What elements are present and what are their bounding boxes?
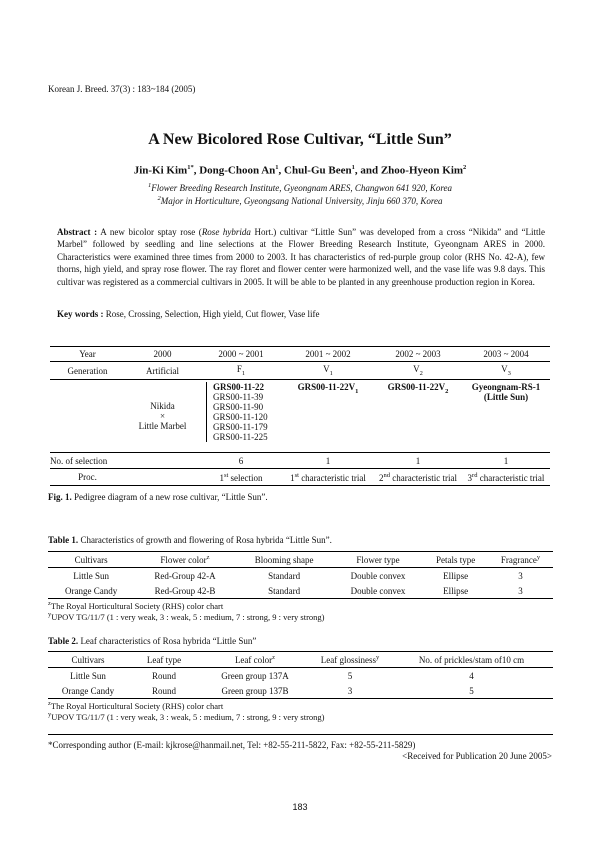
year-cell: 2001 ~ 2002: [282, 347, 374, 362]
author-sup: 1*: [187, 164, 194, 171]
affiliation-1: [0, 182, 600, 193]
table-header: Petals type: [423, 552, 488, 568]
table-header: Leaf glossiness$^y$: [310, 652, 390, 668]
abstract: [57, 226, 545, 288]
abstract-species: Rose hybrida: [201, 227, 251, 237]
table-1-note: $^y$UPOV TG/11/7 (1 : very weak, 3 : weak, 5 : medium, 7 : strong, 9 : very strong): [48, 611, 325, 622]
table-1-note: $^z$The Royal Horticultural Society (RHS) color chart: [48, 600, 224, 611]
generation-cell: $V_2$: [374, 362, 462, 380]
line-item: GRS00-11-22: [213, 382, 265, 392]
cross-symbol: ×: [159, 411, 166, 421]
year-cell: 2002 ~ 2003: [374, 347, 462, 362]
parent-2: Little Marbel: [138, 421, 187, 431]
year-cell: 2003 ~ 2004: [462, 347, 550, 362]
line-item: GRS00-11-90: [213, 402, 264, 412]
table-2-caption: Table 2. Leaf characteristics of Rosa hybrida “Little Sun”: [48, 636, 257, 646]
affiliation-sup: 1: [147, 182, 152, 189]
author-name: Chul-Gu Been: [284, 164, 352, 177]
author-name: Jin-Ki Kim: [133, 164, 188, 177]
abstract-text-2: Hort.) cultivar “Little Sun” was developed from a cross “Nikida” and “Little Marbel” followed by seedling and line selections at the Flower Breeding Research Institute, Gyeongnam ARES in 2000. Characteristics were examined three times from 2000 to 2003. It has characteristics of red-purple group color (RHS No. 42-A), few thorns, high yield, and spray rose flower. The ray floret and flower center were harmonized well, and the vase life was 9.8 days. This cultivar was registered as a commercial cultivars in 2005. It will be able to be planted in any greenhouse production region in Korea.: [57, 227, 545, 287]
table-header: Cultivars: [48, 552, 134, 568]
year-cell: 2000: [125, 347, 200, 362]
affiliation-sup: 2: [157, 195, 161, 202]
no-selection-label: No. of selection: [50, 453, 125, 469]
author-sup: 1: [275, 164, 279, 171]
keywords: [57, 309, 319, 319]
generation-cell: $F_1$: [200, 362, 282, 380]
v1-line: $GRS00-11-22V_1$: [297, 382, 359, 395]
author-sup: 1: [351, 164, 355, 171]
table-2-note: $^z$The Royal Horticultural Society (RHS) color chart: [48, 700, 224, 711]
footnote-rule: [48, 734, 553, 735]
table-2-note: $^y$UPOV TG/11/7 (1 : very weak, 3 : weak, 5 : medium, 7 : strong, 9 : very strong): [48, 711, 325, 722]
no-selection-cell: 1: [282, 453, 374, 469]
table-row: Little Sun Round Green group 137A 5 4: [70, 670, 474, 681]
table-header-row: [48, 552, 553, 568]
bracket-line: [206, 382, 282, 442]
table-header: Leaf color$^z$: [200, 652, 310, 668]
table-header: Blooming shape: [236, 552, 333, 568]
generation-artificial: Artificial: [125, 362, 200, 380]
pedigree-diagram: [50, 346, 550, 486]
selection-lines: [200, 380, 282, 453]
generation-cell: $V_3$: [462, 362, 550, 380]
year-header: Year: [50, 347, 125, 362]
figure-1-caption: Fig. 1. Pedigree diagram of a new rose cultivar, “Little Sun”.: [48, 492, 268, 502]
line-item: GRS00-11-39: [213, 392, 264, 402]
no-selection-cell: 1: [374, 453, 462, 469]
page-number: 183: [292, 802, 308, 812]
no-selection-cell: 6: [200, 453, 282, 469]
table-header: Fragrance$^y$: [488, 552, 553, 568]
affiliation-text: Flower Breeding Research Institute, Gyeongnam ARES, Changwon 641 920, Korea: [151, 183, 453, 193]
line-item: GRS00-11-179: [213, 422, 268, 432]
table-header: Flower color$^z$: [134, 552, 235, 568]
table-header: No. of prickles/stam of10 cm: [390, 652, 553, 668]
corresponding-author: *Corresponding author (E-mail: kjkrose@hanmail.net, Tel: +82-55-211-5822, Fax: +82-55-211-5829): [48, 740, 416, 750]
proc-cell: 1st selection: [200, 469, 282, 486]
table-2: [48, 651, 553, 699]
proc-cell: 3rd characteristic trial: [462, 469, 550, 486]
v2-line: $GRS00-11-22V_2$: [387, 382, 449, 395]
generation-cell: $V_1$: [282, 362, 374, 380]
generation-label: Generation: [50, 362, 125, 380]
table-header: Leaf type: [128, 652, 200, 668]
table-1-caption: Table 1. Characteristics of growth and flowering of Rosa hybrida “Little Sun”.: [48, 535, 332, 545]
table-row: Orange Candy Round Green group 137B 3 5: [48, 683, 553, 699]
affiliation-2: [0, 195, 600, 206]
no-selection-cell: 1: [462, 453, 550, 469]
v3-line: Gyeongnam-RS-1 (Little Sun): [471, 382, 541, 402]
abstract-text-1: A new bicolor sptay rose (: [100, 227, 202, 237]
author-sup: 2: [463, 164, 467, 171]
keywords-text: Rose, Crossing, Selection, High yield, Cut flower, Vase life: [105, 309, 320, 319]
affiliation-text: Major in Horticulture, Gyeongsang National University, Jinju 660 370, Korea: [160, 196, 443, 206]
paper-title: A New Bicolored Rose Cultivar, “Little Sun”: [148, 131, 452, 148]
proc-cell: 1st characteristic trial: [282, 469, 374, 486]
author-name: Zhoo-Hyeon Kim: [380, 164, 464, 177]
table-header: Cultivars: [48, 652, 128, 668]
proc-label: Proc.: [50, 469, 125, 486]
keywords-label: Key words :: [57, 309, 104, 319]
abstract-label: Abstract :: [57, 227, 98, 237]
received-date: <Received for Publication 20 June 2005>: [402, 751, 552, 761]
parent-1: Nikida: [150, 401, 175, 411]
year-cell: 2000 ~ 2001: [200, 347, 282, 362]
parents-cross: [125, 380, 200, 453]
table-row: Little Sun Red-Group 42-A Standard Double convex Ellipse 3: [73, 570, 523, 581]
table-header: Flower type: [333, 552, 423, 568]
line-item: GRS00-11-225: [213, 432, 268, 442]
journal-citation: Korean J. Breed. 37(3) : 183~184 (2005): [48, 84, 196, 94]
author-list: Jin-Ki Kim$^{1*}$, Dong-Choon An$^1$, Chul-Gu Been$^1$, and Zhoo-Hyeon Kim$^2$: [133, 164, 467, 177]
table-header-row: [48, 652, 553, 668]
line-item: GRS00-11-120: [213, 412, 268, 422]
table-1: [48, 551, 553, 599]
table-row: Orange Candy Red-Group 42-B Standard Double convex Ellipse 3: [48, 583, 553, 599]
author-name: Dong-Choon An: [199, 164, 276, 177]
proc-cell: 2nd characteristic trial: [374, 469, 462, 486]
